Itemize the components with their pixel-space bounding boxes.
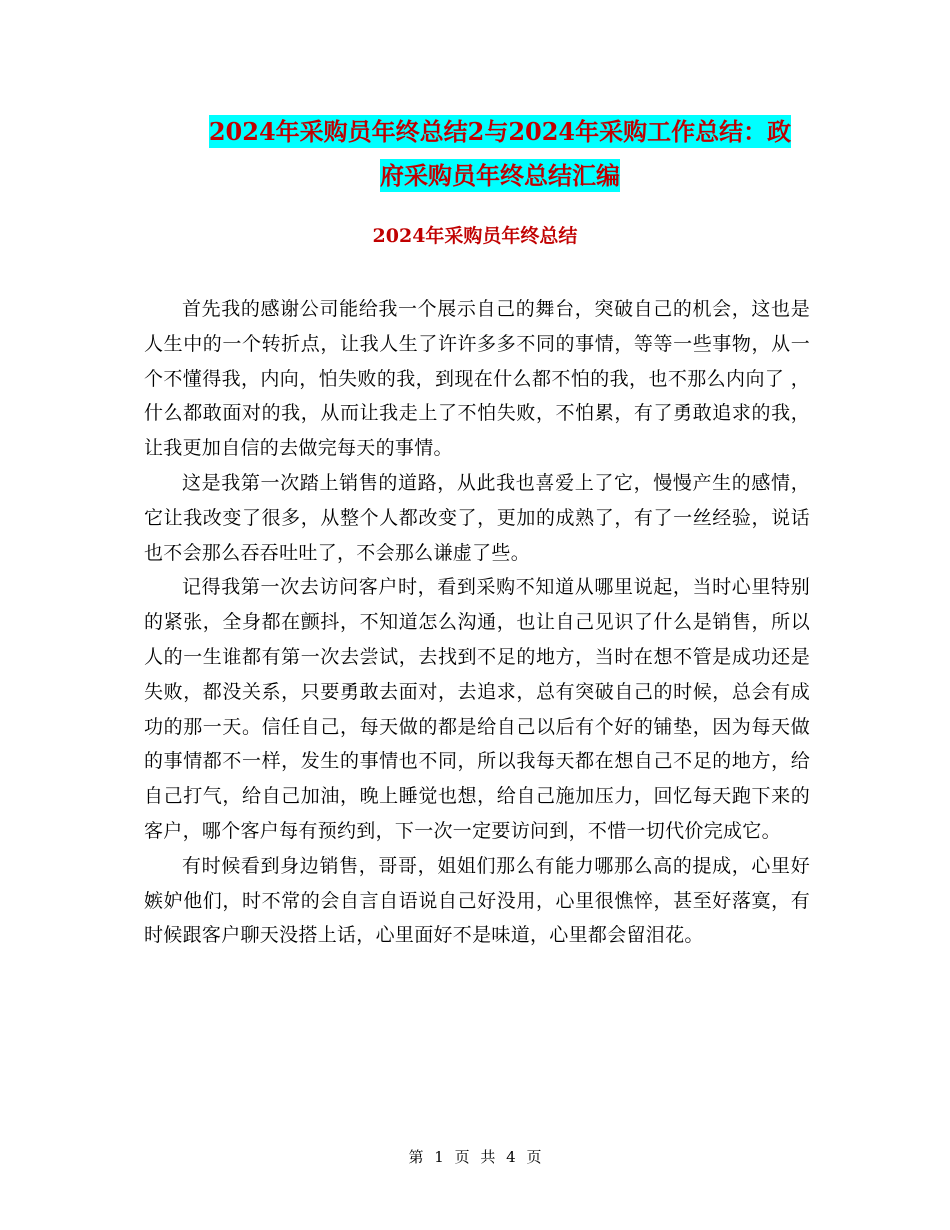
document-body bbox=[144, 292, 810, 953]
document-title bbox=[140, 110, 860, 198]
section-title: 2024年采购员年终总结 bbox=[372, 225, 578, 247]
paragraph-4: 有时候看到身边销售，哥哥，姐姐们那么有能力哪那么高的提成，心里好嫉妒他们，时不常的会自言自语说自己好没用，心里很憔悴，甚至好落寞，有时候跟客户聊天没搭上话，心里面好不是味道，心里都会留泪花。 bbox=[144, 854, 810, 947]
document-title-line-2: 府采购员年终总结汇编 bbox=[380, 161, 620, 190]
paragraph-3: 记得我第一次去访问客户时，看到采购不知道从哪里说起，当时心里特别的紧张，全身都在颤抖，不知道怎么沟通，也让自己见识了什么是销售，所以人的一生谁都有第一次去尝试，去找到不足的地方，当时在想不管是成功还是失败，都没关系，只要勇敢去面对，去追求，总有突破自己的时候，总会有成功的那一天。信任自己，每天做的都是给自己以后有个好的铺垫，因为每天做的事情都不一样，发生的事情也不同，所以我每天都在想自己不足的地方，给自己打气，给自己加油，晚上睡觉也想，给自己施加压力，回忆每天跑下来的客户，哪个客户每有预约到，下一次一定要访问到，不惜一切代价完成它。 bbox=[144, 576, 810, 842]
document-title-line-1: 2024年采购员年终总结2与2024年采购工作总结：政 bbox=[208, 117, 792, 146]
paragraph-1: 首先我的感谢公司能给我一个展示自己的舞台，突破自己的机会，这也是人生中的一个转折点，让我人生了许许多多不同的事情，等等一些事物，从一个不懂得我，内向，怕失败的我，到现在什么都不怕的我，也不那么内向了 ，什么都敢面对的我，从而让我走上了不怕失败，不怕累，有了勇敢追求的我，让我更加自信的去做完每天的事情。 bbox=[144, 298, 810, 460]
page-number-footer: 第 1 页 共 4 页 bbox=[408, 1148, 542, 1166]
paragraph-2: 这是我第一次踏上销售的道路，从此我也喜爱上了它，慢慢产生的感情，它让我改变了很多，从整个人都改变了，更加的成熟了，有了一丝经验，说话也不会那么吞吞吐吐了，不会那么谦虚了些。 bbox=[144, 471, 810, 564]
